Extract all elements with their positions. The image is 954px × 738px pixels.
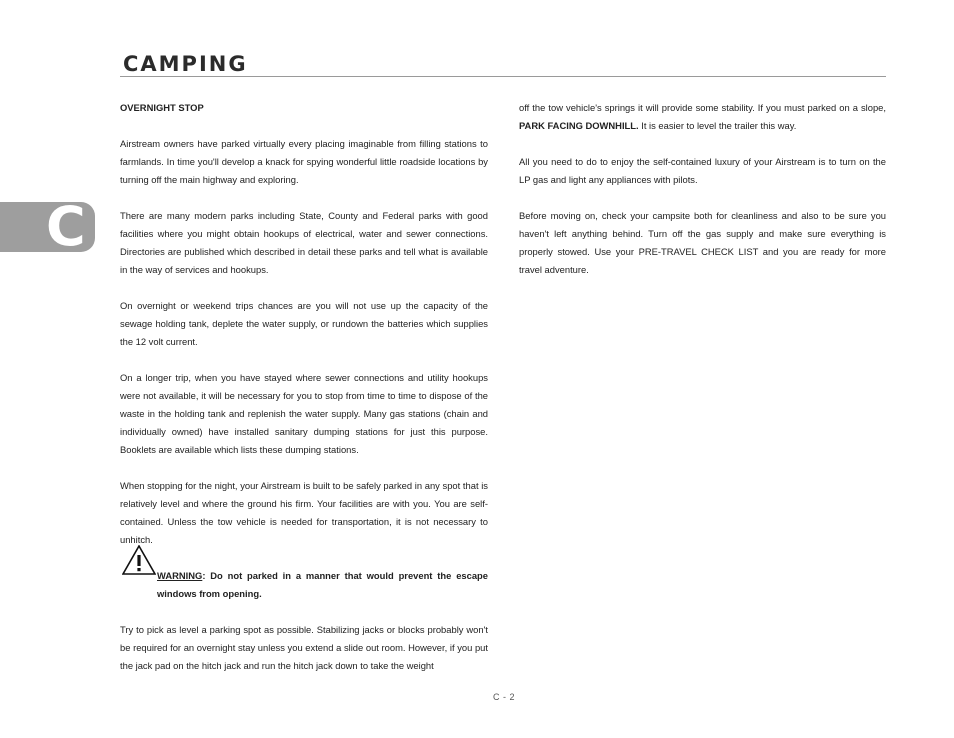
paragraph-modern-parks: There are many modern parks including State, County and Federal parks with good facilities where you might obtain hookups of electrical, water and sewer connections. Directories are published which described in detail these parks and tell what is available in the way of services and hookups. bbox=[120, 210, 488, 275]
right-column bbox=[519, 99, 886, 297]
page-number: C - 2 bbox=[493, 692, 516, 702]
warning-text: : Do not parked in a manner that would prevent the escape windows from opening. bbox=[157, 570, 488, 599]
paragraph-stability bbox=[519, 99, 886, 135]
header-divider bbox=[120, 76, 886, 77]
paragraph-lp-gas: All you need to do to enjoy the self-contained luxury of your Airstream is to turn on the LP gas and light any appliances with pilots. bbox=[519, 156, 886, 185]
page-title: CAMPING bbox=[123, 52, 248, 76]
section-tab bbox=[0, 195, 95, 258]
section-tab-letter: C bbox=[46, 195, 86, 258]
paragraph-overnight-trips: On overnight or weekend trips chances are you will not use up the capacity of the sewage holding tank, deplete the water supply, or rundown the batteries which supplies the 12 volt current. bbox=[120, 300, 488, 347]
paragraph-stopping-night: When stopping for the night, your Airstream is built to be safely parked in any spot that is relatively level and where the ground his firm. Your facilities are with you. You are self-contained. Unless the tow vehicle is needed for transportation, it is not necessary to unhitch. bbox=[120, 480, 488, 545]
paragraph-longer-trip: On a longer trip, when you have stayed where sewer connections and utility hookups were not available, it will be necessary for you to stop from time to time to dispose of the waste in the holding tank and replenish the water supply. Many gas stations (chain and individually owned) have installed sanitary dumping stations for just this purpose. Booklets are available which lists these dumping stations. bbox=[120, 372, 488, 455]
park-downhill-emphasis: PARK FACING DOWNHILL. bbox=[519, 120, 639, 131]
warning-triangle-icon bbox=[122, 545, 156, 575]
paragraph-moving-on: Before moving on, check your campsite both for cleanliness and also to be sure you haven't left anything behind. Turn off the gas supply and make sure everything is properly stowed. Use your PRE-TRAVEL CHECK LIST and you are ready for more travel adventure. bbox=[519, 210, 886, 275]
left-column bbox=[120, 99, 488, 693]
paragraph-parking-places: Airstream owners have parked virtually every placing imaginable from filling stations to farmlands. In time you'll develop a knack for spying wonderful little roadside locations by turning off the main highway and exploring. bbox=[120, 138, 488, 185]
stability-text-end: It is easier to level the trailer this way. bbox=[638, 120, 797, 131]
section-heading: OVERNIGHT STOP bbox=[120, 102, 204, 113]
stability-text-start: off the tow vehicle's springs it will provide some stability. If you must parked on a slope, bbox=[519, 102, 886, 113]
paragraph-level-spot: Try to pick as level a parking spot as possible. Stabilizing jacks or blocks probably won't be required for an overnight stay unless you extend a slide out room. However, if you put the jack pad on the hitch jack and run the hitch jack down to take the weight bbox=[120, 624, 488, 671]
warning-notice bbox=[120, 567, 488, 603]
warning-label: WARNING bbox=[157, 570, 203, 581]
